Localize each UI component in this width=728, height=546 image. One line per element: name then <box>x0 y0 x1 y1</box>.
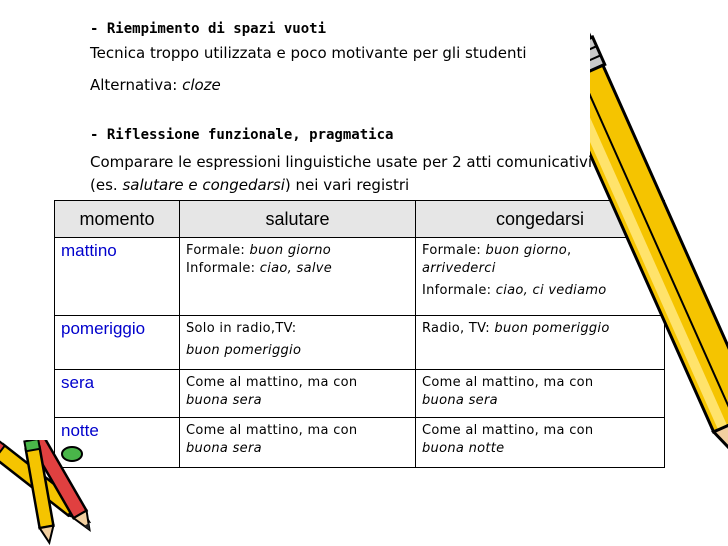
label: Come al mattino, ma con <box>186 375 358 390</box>
label: Solo in radio,TV: <box>186 321 297 336</box>
text-compare: Comparare le espressioni linguistiche usate per 2 atti comunicativi <box>90 153 593 171</box>
label: Formale: <box>422 243 486 258</box>
label: Come al mattino, ma con <box>186 423 358 438</box>
cell-momento: sera <box>55 370 180 418</box>
header-congedarsi: congedarsi <box>416 201 665 238</box>
table-row <box>55 238 665 316</box>
cell-momento: notte <box>55 418 180 468</box>
header-salutare: salutare <box>180 201 416 238</box>
cell-salutare <box>180 370 416 418</box>
value: buon pomeriggio <box>494 321 610 336</box>
cell-momento: pomeriggio <box>55 316 180 370</box>
table-row <box>55 418 665 468</box>
value: buona sera <box>186 393 262 408</box>
registers-a: (es. <box>90 176 123 194</box>
pencil-icon <box>590 0 728 546</box>
alternative-label: Alternativa: <box>90 76 183 94</box>
label: Formale: <box>186 243 250 258</box>
label: Informale: <box>186 261 260 276</box>
heading-fill-blanks: - Riempimento di spazi vuoti <box>90 21 327 37</box>
text-registers <box>90 174 409 196</box>
header-momento: momento <box>55 201 180 238</box>
cell-salutare <box>180 418 416 468</box>
heading-functional-reflection: - Riflessione funzionale, pragmatica <box>90 127 394 143</box>
cell-salutare <box>180 238 416 316</box>
cell-momento: mattino <box>55 238 180 316</box>
cell-salutare <box>180 316 416 370</box>
value: buon giorno <box>485 243 568 258</box>
registers-italic: salutare e congedarsi <box>122 176 285 194</box>
table-row <box>55 316 665 370</box>
label: Informale: <box>422 283 496 298</box>
value: buona sera <box>186 441 262 456</box>
value: ciao, salve <box>259 261 333 276</box>
table-row <box>55 370 665 418</box>
registers-b: ) nei vari registri <box>284 176 410 194</box>
label: Come al mattino, ma con <box>422 423 594 438</box>
label: Come al mattino, ma con <box>422 375 594 390</box>
value: buona sera <box>422 393 498 408</box>
value: arrivederci <box>422 261 496 276</box>
value: ciao, ci vediamo <box>495 283 607 298</box>
separator: , <box>567 243 572 258</box>
value: buon pomeriggio <box>186 343 302 358</box>
value: buon giorno <box>249 243 332 258</box>
label: Radio, TV: <box>422 321 495 336</box>
text-alternative <box>90 74 221 96</box>
alternative-cloze: cloze <box>182 76 221 94</box>
value: buona notte <box>422 441 505 456</box>
text-fill-blanks-desc: Tecnica troppo utilizzata e poco motivante per gli studenti <box>90 44 527 62</box>
pencils-icon <box>0 440 110 546</box>
table-header-row <box>55 201 665 238</box>
registers-table <box>54 200 665 468</box>
